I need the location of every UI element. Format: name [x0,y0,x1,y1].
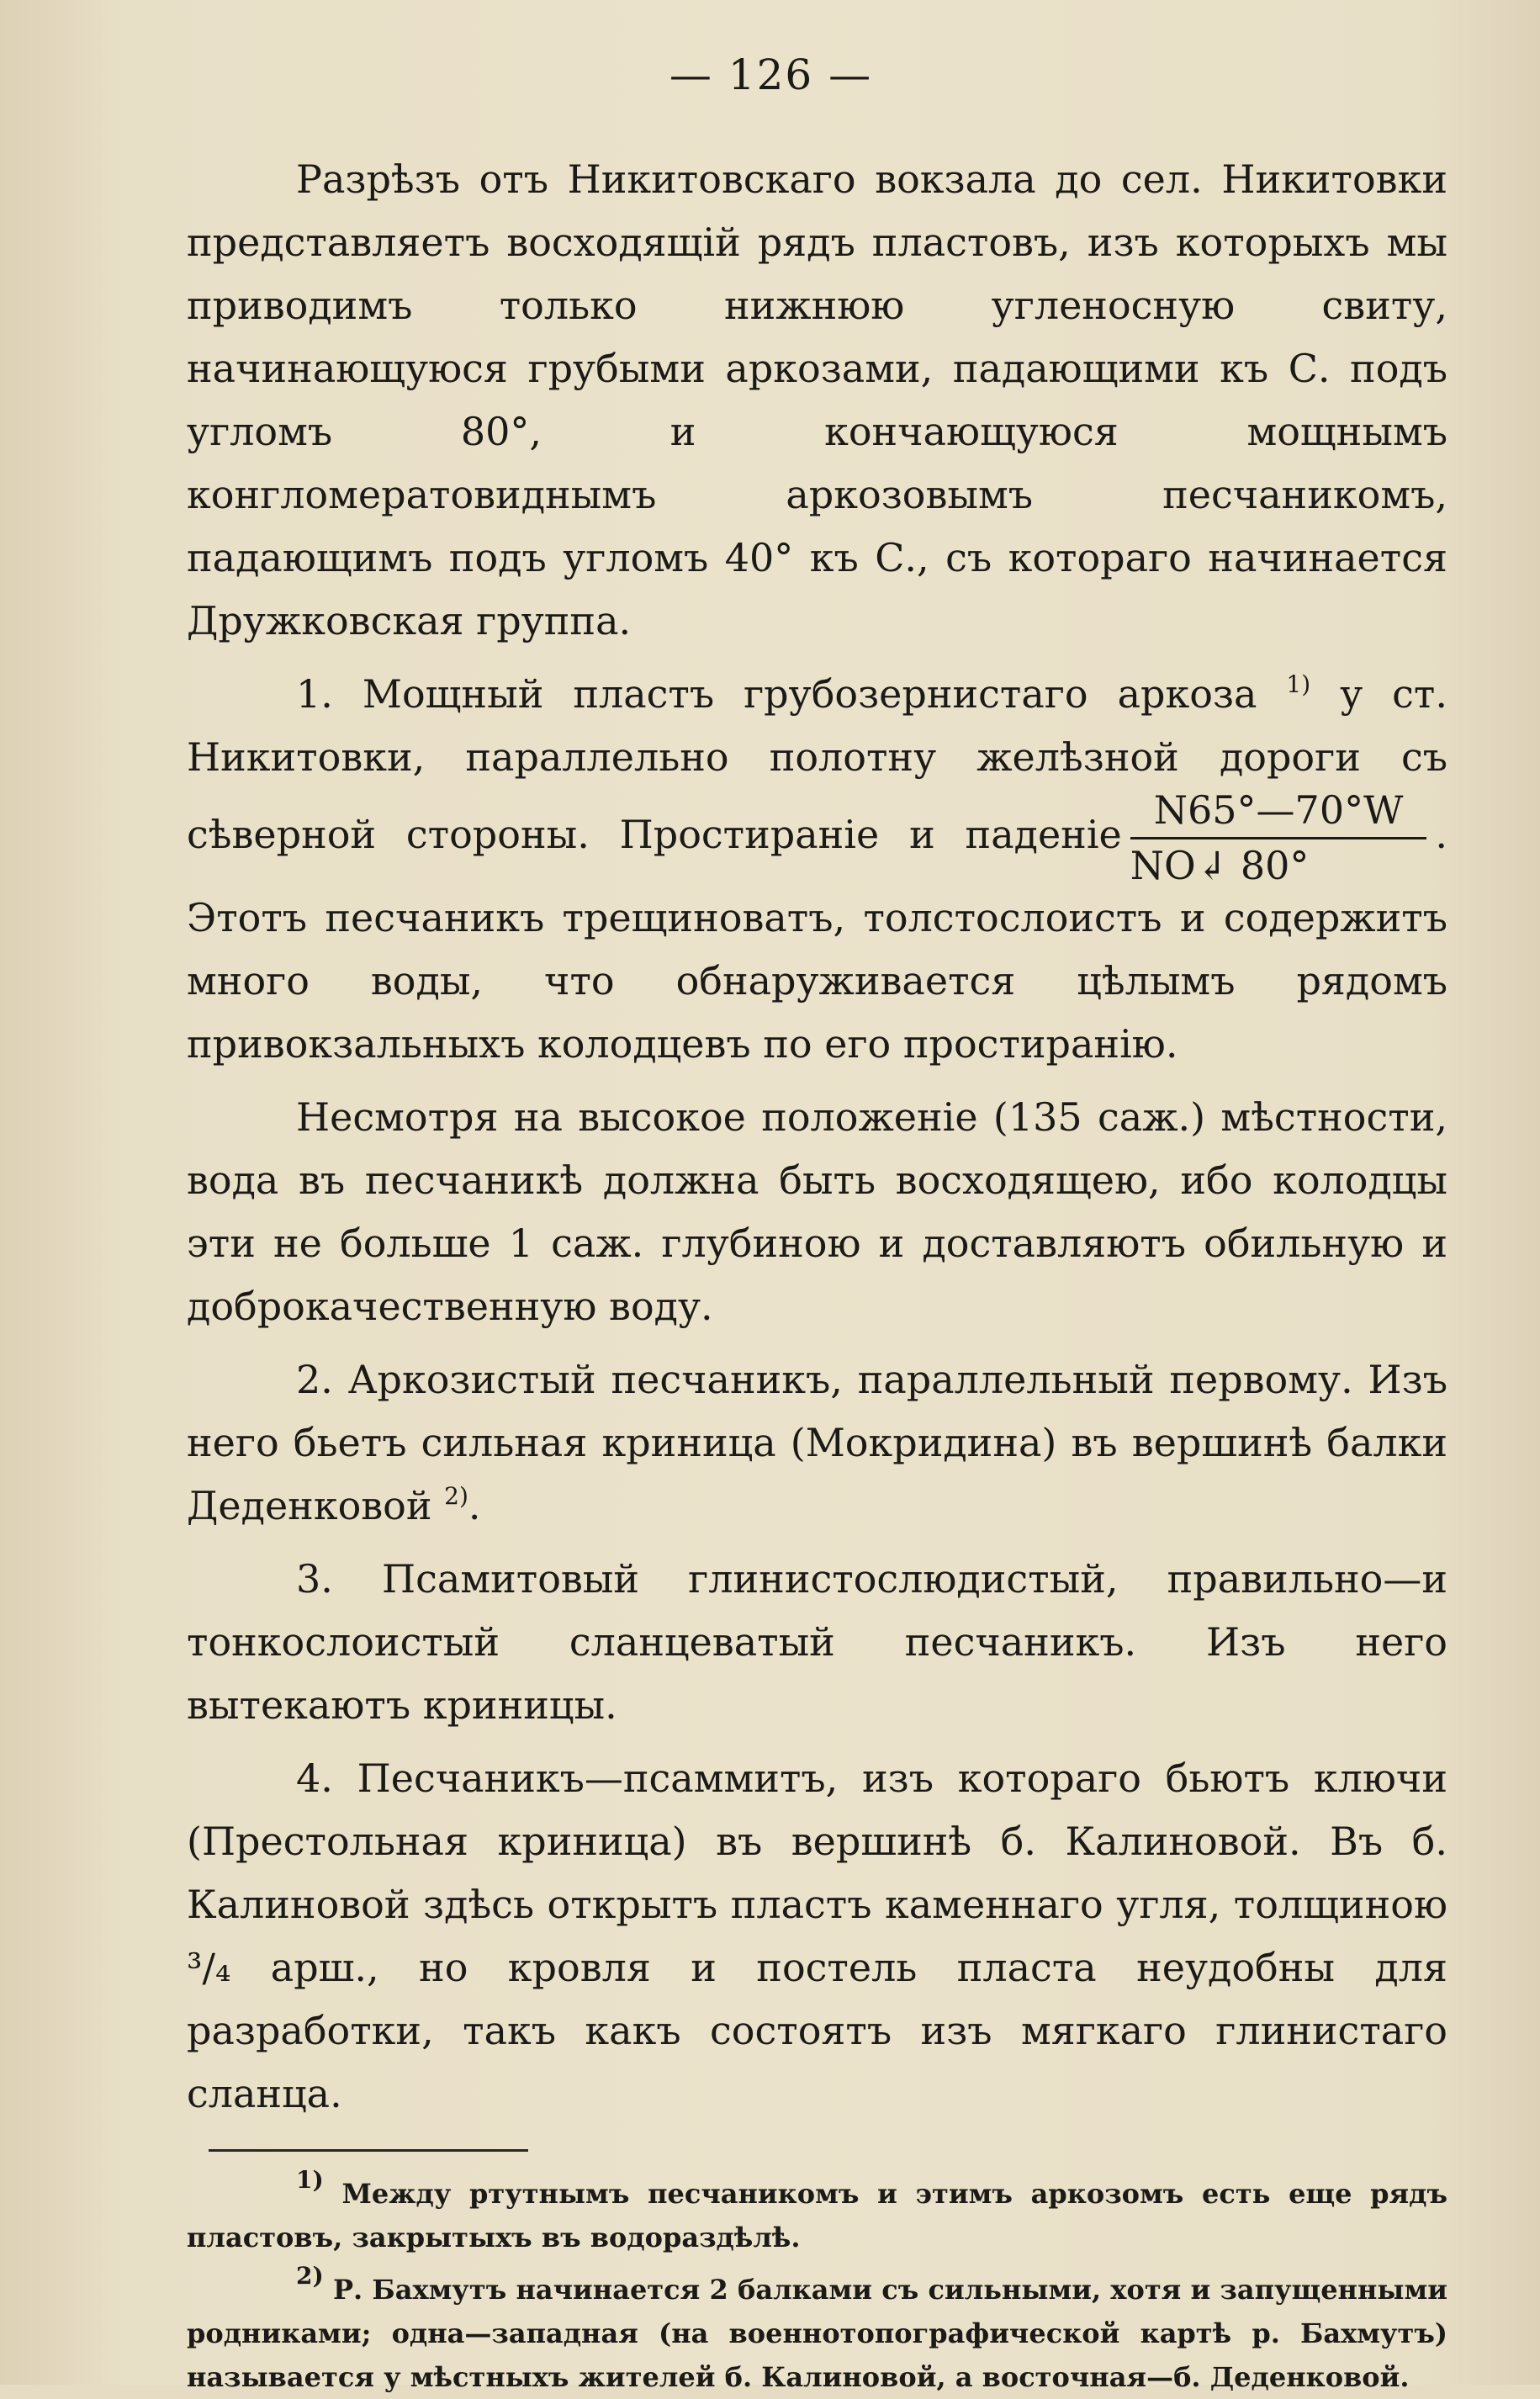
footnote-ref-2: 2) [444,1482,468,1511]
footnote-2-mark: 2) [296,2262,324,2290]
footnote-2-text: Р. Бахмутъ начинается 2 балками съ сильными, хотя и запущенными родниками; одна—западная (на военнотопографической картѣ р. Бахмутъ) называется у мѣстныхъ жителей б. Калиновой, а восточная—б. Деденковой. [187,2274,1448,2394]
dip-value: NO↲ 80° [1130,842,1310,888]
item-2-lead: 2. Аркозистый песчаникъ, параллельный первому. Изъ него бьетъ сильная криница (Мокридина) въ вершинѣ балки Деденковой [187,1357,1447,1529]
paragraph-item-1 [187,663,1447,1076]
paragraph-intro: Разрѣзъ отъ Никитовскаго вокзала до сел. Никитовки представляетъ восходящій рядъ пластовъ, изъ которыхъ мы приводимъ только нижнюю угленосную свиту, начинающуюся грубыми аркозами, падающими къ С. подъ угломъ 80°, и кончающуюся мощнымъ конгломератовиднымъ аркозовымъ песчаникомъ, падающимъ подъ угломъ 40° къ С., съ котораго начинается Дружковская группа. [187,156,1447,643]
item-1-mid: у ст. Никитовки, параллельно полотну желѣзной дороги съ сѣверной стороны. Простираніе и паденіе [187,671,1447,858]
footnote-divider [209,2149,528,2152]
strike-dip-fraction [1130,789,1427,887]
footnote-ref-1: 1) [1286,670,1311,698]
paragraph-elevation: Несмотря на высокое положеніе (135 саж.) мѣстности, вода въ песчаникѣ должна быть восходящею, ибо колодцы эти не больше 1 саж. глубиною и доставляютъ обильную и доброкачественную воду. [187,1094,1447,1330]
footnote-1-mark: 1) [296,2166,324,2195]
strike-value: N65°—70°W [1130,789,1427,839]
footnote-2 [187,2262,1448,2399]
item-1-tail: . Этотъ песчаникъ трещиноватъ, толстослоистъ и содержитъ много воды, что обнаруживается цѣлымъ рядомъ привокзальныхъ колодцевъ по его простиранію. [187,812,1447,1067]
page-number: — 126 — [669,50,873,99]
footnote-1 [187,2166,1448,2259]
paragraph-item-4: 4. Песчаникъ—псаммитъ, изъ котораго бьютъ ключи (Престольная криница) въ вершинѣ б. Калиновой. Въ б. Калиновой здѣсь открытъ пластъ каменнаго угля, толщиною ³/₄ арш., но кровля и постель пласта неудобны для разработки, такъ какъ состоятъ изъ мягкаго глинистаго сланца. [187,1756,1447,2117]
paragraph-item-2 [187,1348,1447,1538]
item-1-lead: 1. Мощный пластъ грубозернистаго аркоза [296,671,1257,717]
item-2-tail: . [468,1483,481,1529]
footnote-1-text: Между ртутнымъ песчаникомъ и этимъ аркозомъ есть еще рядъ пластовъ, закрытыхъ въ водораздѣлѣ. [187,2178,1448,2254]
paragraph-item-3: 3. Псамитовый глинистослюдистый, правильно—и тонкослоистый сланцеватый песчаникъ. Изъ него вытекаютъ криницы. [187,1556,1447,1729]
